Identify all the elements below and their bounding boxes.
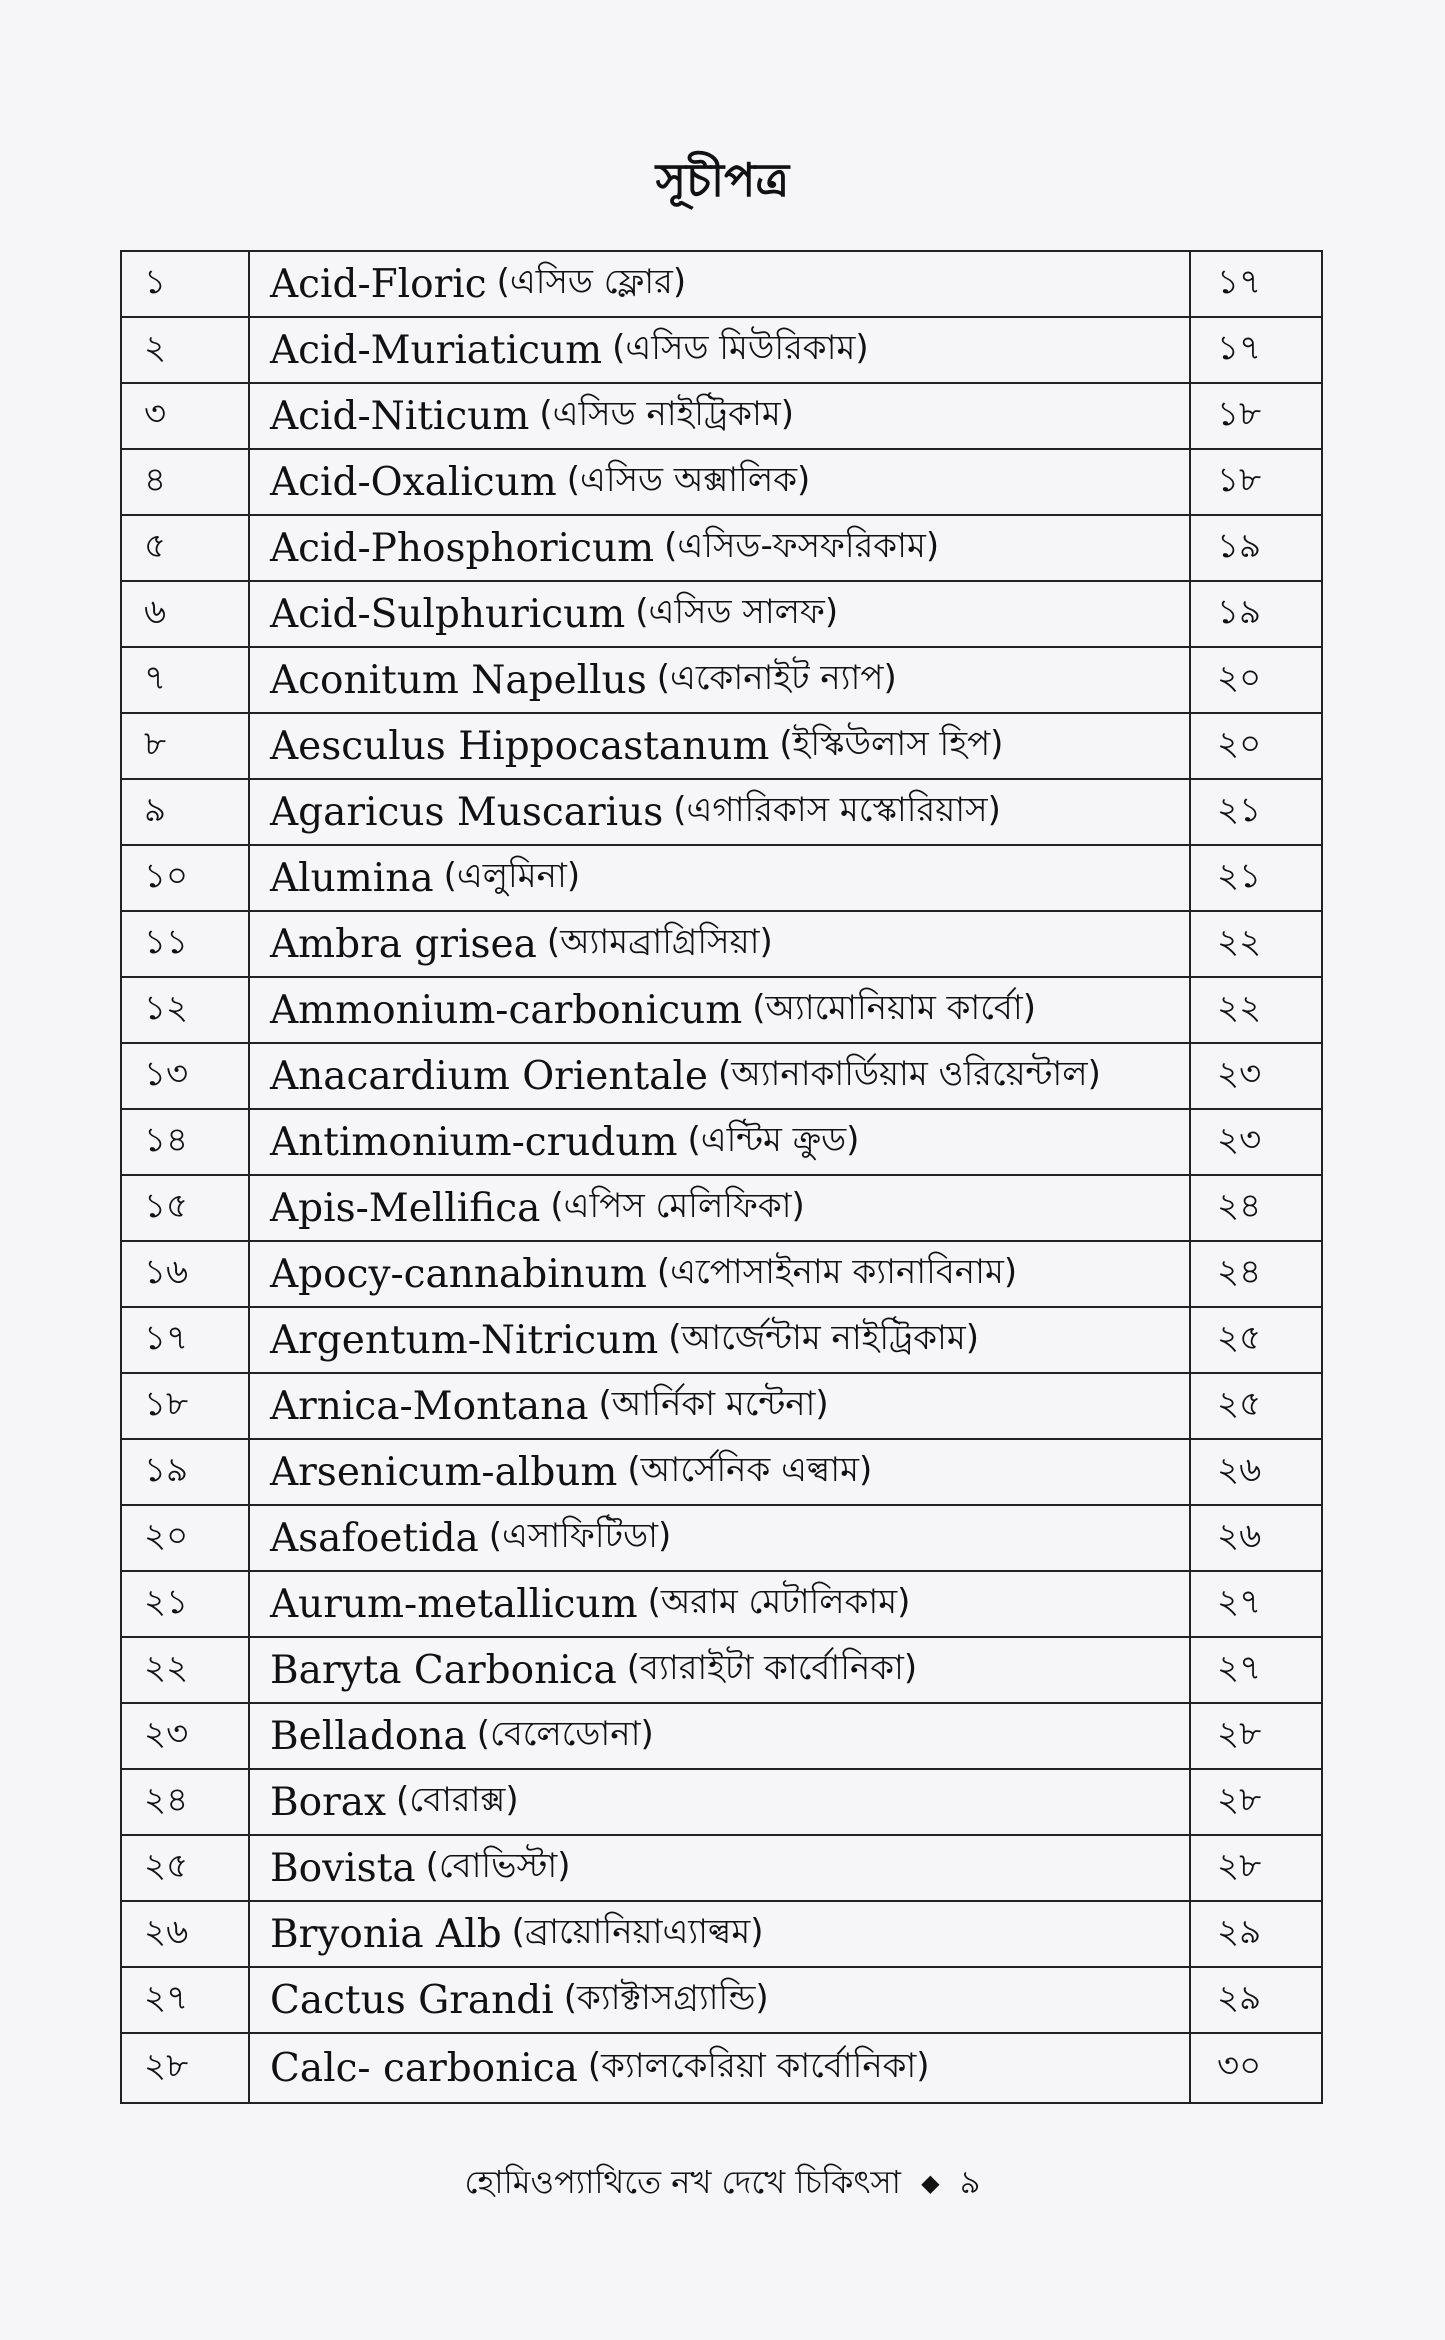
- remedy-name-bengali: (এসিড নাইট্রিকাম): [539, 393, 794, 434]
- remedy-name-english: Calc- carbonica: [270, 2045, 578, 2091]
- serial-number: ১২: [122, 978, 250, 1042]
- remedy-name-bengali: (এসিড মিউরিকাম): [612, 327, 869, 368]
- table-row: [122, 1374, 1321, 1440]
- diamond-icon: ◆: [921, 2169, 940, 2197]
- page-ref: ১৮: [1217, 459, 1262, 500]
- remedy-name-bengali: (এসিড সালফ): [635, 591, 839, 632]
- page-ref: ২১: [1217, 855, 1262, 896]
- table-row: [122, 912, 1321, 978]
- page-ref: ২০: [1217, 657, 1262, 698]
- remedy-name-bengali: (ক্যাক্টাসগ্র্যান্ডি): [563, 1977, 769, 2018]
- remedy-name: [250, 1770, 1191, 1834]
- page-ref: ২৭: [1217, 1647, 1262, 1688]
- remedy-name: [250, 1572, 1191, 1636]
- remedy-name-bengali: (ক্যালকেরিয়া কার্বোনিকা): [587, 2045, 930, 2086]
- remedy-name-english: Acid-Floric: [270, 261, 487, 307]
- remedy-name: [250, 252, 1191, 316]
- page-ref: ২৭: [1217, 1581, 1262, 1622]
- serial-number: ২৩: [122, 1704, 250, 1768]
- page-ref: ২৯: [1217, 1911, 1262, 1952]
- remedy-name: [250, 1968, 1191, 2032]
- serial-number: ১৩: [122, 1044, 250, 1108]
- remedy-name-english: Arsenicum-album: [270, 1449, 618, 1495]
- page-ref: ২৮: [1217, 1845, 1262, 1886]
- page-footer: [0, 2160, 1445, 2205]
- remedy-name-english: Ambra grisea: [270, 921, 537, 967]
- serial-number: ১৮: [122, 1374, 250, 1438]
- table-row: [122, 1440, 1321, 1506]
- remedy-name: [250, 714, 1191, 778]
- serial-number: ৯: [122, 780, 250, 844]
- remedy-name-bengali: (ইস্কিউলাস হিপ): [779, 723, 1004, 764]
- remedy-name: [250, 1638, 1191, 1702]
- remedy-name-english: Acid-Muriaticum: [270, 327, 603, 373]
- remedy-name-bengali: (এগারিকাস মস্কোরিয়াস): [673, 789, 1001, 830]
- table-row: [122, 1308, 1321, 1374]
- page-ref: ১৯: [1217, 591, 1262, 632]
- page-ref: ২৪: [1217, 1251, 1262, 1292]
- serial-number: ২১: [122, 1572, 250, 1636]
- remedy-name-bengali: (আর্সেনিক এল্বাম): [627, 1449, 873, 1490]
- remedy-name-bengali: (আর্নিকা মন্টেনা): [598, 1383, 829, 1424]
- remedy-name-english: Acid-Sulphuricum: [270, 591, 626, 637]
- table-row: [122, 450, 1321, 516]
- remedy-name: [250, 1176, 1191, 1240]
- remedy-name-bengali: (অ্যামোনিয়াম কার্বো): [752, 987, 1036, 1028]
- table-row: [122, 1638, 1321, 1704]
- table-row: [122, 1902, 1321, 1968]
- remedy-name-bengali: (এপিস মেলিফিকা): [550, 1185, 805, 1226]
- remedy-name: [250, 2034, 1191, 2102]
- serial-number: ১৭: [122, 1308, 250, 1372]
- page-ref: ১৯: [1217, 525, 1262, 566]
- table-row: [122, 1506, 1321, 1572]
- serial-number: ২: [122, 318, 250, 382]
- remedy-name-english: Alumina: [270, 855, 434, 901]
- page-ref: ১৭: [1217, 327, 1262, 368]
- serial-number: ৪: [122, 450, 250, 514]
- remedy-name-english: Borax: [270, 1779, 387, 1825]
- page-ref: ২৪: [1217, 1185, 1262, 1226]
- serial-number: ২০: [122, 1506, 250, 1570]
- remedy-name: [250, 1902, 1191, 1966]
- page-ref: ২৯: [1217, 1977, 1262, 2018]
- serial-number: ১১: [122, 912, 250, 976]
- page-ref: ২৩: [1217, 1053, 1262, 1094]
- page-ref: ১৮: [1217, 393, 1262, 434]
- serial-number: ১৫: [122, 1176, 250, 1240]
- serial-number: ১৬: [122, 1242, 250, 1306]
- serial-number: ৩: [122, 384, 250, 448]
- table-row: [122, 384, 1321, 450]
- remedy-name-bengali: (বেলেডোনা): [476, 1713, 654, 1754]
- table-row: [122, 846, 1321, 912]
- remedy-name-bengali: (এলুমিনা): [443, 855, 581, 896]
- serial-number: ১০: [122, 846, 250, 910]
- page-ref: ১৭: [1217, 261, 1262, 302]
- remedy-name-bengali: (এপোসাইনাম ক্যানাবিনাম): [656, 1251, 1018, 1292]
- remedy-name: [250, 450, 1191, 514]
- page-ref: ২৩: [1217, 1119, 1262, 1160]
- remedy-name: [250, 648, 1191, 712]
- remedy-name-english: Antimonium-crudum: [270, 1119, 678, 1165]
- remedy-name-bengali: (আর্জেন্টাম নাইট্রিকাম): [668, 1317, 980, 1358]
- remedy-name: [250, 1044, 1191, 1108]
- remedy-name-english: Bovista: [270, 1845, 416, 1891]
- page-ref: ২৮: [1217, 1713, 1262, 1754]
- remedy-name: [250, 978, 1191, 1042]
- table-row: [122, 1110, 1321, 1176]
- remedy-name-english: Belladona: [270, 1713, 467, 1759]
- table-row: [122, 582, 1321, 648]
- remedy-name-bengali: (বোভিস্টা): [425, 1845, 571, 1886]
- remedy-name-english: Arnica-Montana: [270, 1383, 589, 1429]
- remedy-name-english: Anacardium Orientale: [270, 1053, 708, 1099]
- page-ref: ২৮: [1217, 1779, 1262, 1820]
- remedy-name-bengali: (এসিড-ফসফরিকাম): [664, 525, 940, 566]
- remedy-name-bengali: (অ্যামব্রাগ্রিসিয়া): [546, 921, 773, 962]
- table-row: [122, 1242, 1321, 1308]
- remedy-name-english: Aurum-metallicum: [270, 1581, 638, 1627]
- serial-number: ২৪: [122, 1770, 250, 1834]
- remedy-name-english: Apis-Mellifica: [270, 1185, 541, 1231]
- remedy-name: [250, 912, 1191, 976]
- table-row: [122, 1770, 1321, 1836]
- page-ref: ২৬: [1217, 1515, 1262, 1556]
- table-row: [122, 318, 1321, 384]
- remedy-name: [250, 384, 1191, 448]
- remedy-name: [250, 1308, 1191, 1372]
- table-row: [122, 978, 1321, 1044]
- serial-number: ৬: [122, 582, 250, 646]
- remedy-name: [250, 582, 1191, 646]
- remedy-name-english: Argentum-Nitricum: [270, 1317, 659, 1363]
- remedy-name: [250, 1836, 1191, 1900]
- remedy-name: [250, 1110, 1191, 1174]
- remedy-name-english: Aconitum Napellus: [270, 657, 647, 703]
- remedy-name-bengali: (এন্টিম ক্রুড): [687, 1119, 860, 1160]
- remedy-name-bengali: (একোনাইট ন্যাপ): [656, 657, 897, 698]
- table-row: [122, 516, 1321, 582]
- remedy-name-english: Acid-Phosphoricum: [270, 525, 655, 571]
- page-ref: ২৫: [1217, 1383, 1262, 1424]
- remedy-name-bengali: (ব্রায়োনিয়াএ্যাল্বম): [511, 1911, 764, 1952]
- page-ref: ২০: [1217, 723, 1262, 764]
- serial-number: ১৪: [122, 1110, 250, 1174]
- remedy-name: [250, 1704, 1191, 1768]
- page-title: সূচীপত্র: [655, 153, 790, 207]
- remedy-name-english: Bryonia Alb: [270, 1911, 502, 1957]
- serial-number: ৮: [122, 714, 250, 778]
- remedy-name: [250, 1374, 1191, 1438]
- table-row: [122, 714, 1321, 780]
- table-row: [122, 1704, 1321, 1770]
- serial-number: ১৯: [122, 1440, 250, 1504]
- table-row: [122, 1572, 1321, 1638]
- remedy-name: [250, 318, 1191, 382]
- remedy-name-english: Aesculus Hippocastanum: [270, 723, 770, 769]
- page-ref: ২৬: [1217, 1449, 1262, 1490]
- table-row: [122, 1176, 1321, 1242]
- remedy-name: [250, 516, 1191, 580]
- remedy-name-bengali: (এসাফিটিডা): [488, 1515, 672, 1556]
- remedy-name-english: Asafoetida: [270, 1515, 479, 1561]
- remedy-name-english: Ammonium-carbonicum: [270, 987, 743, 1033]
- remedy-name-english: Cactus Grandi: [270, 1977, 554, 2023]
- remedy-name-english: Acid-Niticum: [270, 393, 530, 439]
- table-of-contents: [120, 250, 1323, 2104]
- serial-number: ২৮: [122, 2034, 250, 2102]
- table-row: [122, 1836, 1321, 1902]
- table-row: [122, 780, 1321, 846]
- serial-number: ৭: [122, 648, 250, 712]
- remedy-name: [250, 780, 1191, 844]
- remedy-name: [250, 1440, 1191, 1504]
- page-number: ৯: [959, 2163, 981, 2201]
- serial-number: ২৭: [122, 1968, 250, 2032]
- table-row: [122, 648, 1321, 714]
- remedy-name-bengali: (ব্যারাইটা কার্বোনিকা): [626, 1647, 918, 1688]
- page-ref: ২৫: [1217, 1317, 1262, 1358]
- remedy-name: [250, 846, 1191, 910]
- remedy-name-english: Agaricus Muscarius: [270, 789, 664, 835]
- remedy-name-bengali: (অরাম মেটালিকাম): [647, 1581, 911, 1622]
- remedy-name-bengali: (বোরাক্স): [396, 1779, 519, 1820]
- serial-number: ২২: [122, 1638, 250, 1702]
- remedy-name: [250, 1506, 1191, 1570]
- serial-number: ৫: [122, 516, 250, 580]
- serial-number: ২৬: [122, 1902, 250, 1966]
- remedy-name-bengali: (অ্যানাকার্ডিয়াম ওরিয়েন্টাল): [717, 1053, 1101, 1094]
- page-ref: ২২: [1217, 987, 1262, 1028]
- page-ref: ২২: [1217, 921, 1262, 962]
- footer-book-title: হোমিওপ্যাথিতে নখ দেখে চিকিৎসা: [464, 2163, 901, 2201]
- remedy-name-english: Baryta Carbonica: [270, 1647, 617, 1693]
- serial-number: ১: [122, 252, 250, 316]
- table-row: [122, 1044, 1321, 1110]
- remedy-name: [250, 1242, 1191, 1306]
- remedy-name-english: Acid-Oxalicum: [270, 459, 557, 505]
- serial-number: ২৫: [122, 1836, 250, 1900]
- page-ref: ২১: [1217, 789, 1262, 830]
- remedy-name-bengali: (এসিড ফ্লোর): [496, 261, 687, 302]
- remedy-name-english: Apocy-cannabinum: [270, 1251, 647, 1297]
- table-row: [122, 252, 1321, 318]
- page-ref: ৩০: [1217, 2045, 1262, 2086]
- remedy-name-bengali: (এসিড অক্সালিক): [566, 459, 811, 500]
- table-row: [122, 2034, 1321, 2102]
- table-row: [122, 1968, 1321, 2034]
